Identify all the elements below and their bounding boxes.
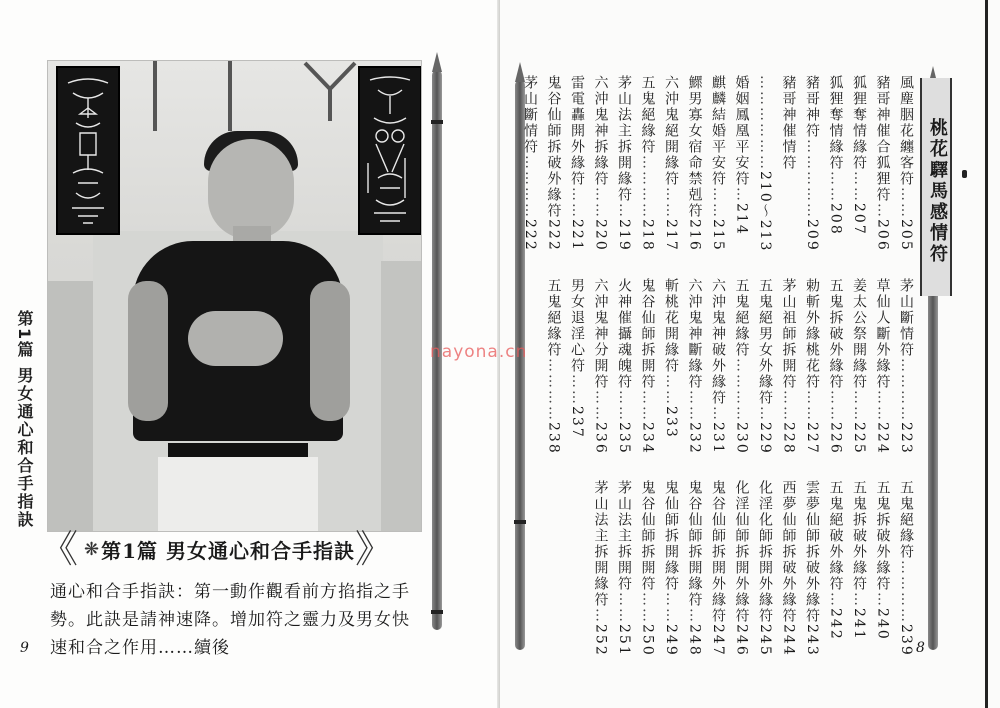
- toc-entry-page: 214: [733, 203, 750, 236]
- toc-entry-title: 鬼谷仙師拆開符: [639, 278, 656, 390]
- toc-entry-page: 236: [592, 422, 609, 455]
- toc-entry-page: 219: [616, 219, 632, 252]
- person-face: [208, 139, 294, 239]
- toc-entry-page: 215: [710, 219, 726, 252]
- toc-entry: [707, 278, 729, 468]
- talisman-right: [358, 66, 422, 235]
- paragraph-line: 勢。此訣是請神速降。增加符之靈力及男女快: [50, 610, 410, 630]
- toc-entry-page: 226: [827, 422, 844, 455]
- toc-entry-page: 244: [780, 624, 797, 657]
- paragraph-line: 通心和合手指訣：第一動作觀看前方掐指之手: [50, 582, 410, 602]
- instruction-paragraph: [50, 578, 445, 662]
- toc-entry-leader: …………: [898, 560, 914, 624]
- toc-entry-title: 六沖鬼絕開緣符: [663, 75, 679, 187]
- toc-entry: [543, 75, 565, 265]
- toc-entry-leader: …………: [545, 358, 562, 422]
- toc-entry: [684, 480, 706, 660]
- talisman-left: [56, 66, 120, 235]
- toc-entry-page: 239: [898, 624, 914, 657]
- toc-entry: [778, 75, 800, 265]
- flower-ornament-icon: ❋: [84, 538, 100, 560]
- toc-entry-leader: ……………: [804, 139, 820, 219]
- toc-entry-page: 222: [522, 219, 538, 252]
- toc-entry-leader: ……: [710, 187, 726, 219]
- toc-entry-title: 狐狸奪情緣符: [851, 75, 867, 171]
- toc-entry-leader: …: [686, 608, 703, 624]
- toc-entry: [684, 278, 706, 468]
- toc-entry: [590, 278, 612, 468]
- toc-entry-title: 茅山法主拆開符: [616, 480, 632, 592]
- toc-entry-leader: ……: [663, 592, 679, 624]
- toc-entry-page: 223: [898, 422, 914, 455]
- toc-entry-leader: ……: [592, 187, 609, 219]
- toc-entry-title: 雷電轟開外緣符: [569, 75, 585, 187]
- page-edge-line: [985, 0, 988, 708]
- toc-entry: [825, 480, 847, 660]
- toc-entry-title: 五鬼絕緣符: [733, 278, 750, 358]
- toc-entry-title: 茅山斷情符: [898, 278, 914, 358]
- toc-entry-page: 237: [569, 406, 585, 439]
- photo-shelf-right: [381, 261, 421, 531]
- toc-entry-leader: …: [592, 608, 609, 624]
- toc-entry-title: 鬼谷仙師拆開外緣符: [710, 480, 726, 624]
- toc-entry-page: 229: [757, 422, 773, 455]
- toc-entry-page: 252: [592, 624, 609, 657]
- toc-entry-title: 鬼谷仙師拆破外緣符: [545, 75, 562, 219]
- person-arm-left: [128, 281, 168, 421]
- person-arm-right: [310, 281, 350, 421]
- toc-entry-title: 茅山法主拆開緣符: [592, 480, 609, 608]
- toc-entry-title: 五鬼絕緣符: [639, 75, 656, 155]
- toc-entry-page: 224: [874, 422, 891, 455]
- toc-entry-page: 248: [686, 624, 703, 657]
- hanging-fork: [300, 61, 360, 121]
- toc-entry-title: 五鬼絕男女外緣符: [757, 278, 773, 406]
- toc-entry-title: 五鬼拆破外緣符: [827, 278, 844, 390]
- toc-entry-leader: ………………: [757, 75, 773, 171]
- toc-entry-leader: ……: [851, 390, 867, 422]
- talisman-right-glyph: [360, 68, 420, 233]
- toc-entry-title: 六沖鬼神斷緣符: [686, 278, 703, 390]
- toc-entry: [590, 75, 612, 265]
- toc-entry-leader: …: [710, 406, 726, 422]
- photo-shelf-left: [48, 281, 93, 531]
- toc-entry-leader: ……: [616, 390, 632, 422]
- hanging-stick: [153, 61, 157, 131]
- toc-entry-page: 238: [545, 422, 562, 455]
- toc-entry: [566, 278, 588, 468]
- toc-entry: [707, 75, 729, 265]
- toc-entry-title: 姜太公祭開緣符: [851, 278, 867, 390]
- toc-entry: [637, 75, 659, 265]
- toc-entry-title: 勅斬外緣桃花符: [804, 278, 820, 390]
- toc-entry-title: 化淫化師拆開外緣符: [757, 480, 773, 624]
- toc-entry-leader: ……: [663, 187, 679, 219]
- toc-entry-leader: …: [757, 406, 773, 422]
- toc-entry-page: 245: [757, 624, 773, 657]
- toc-entry: [731, 480, 753, 660]
- toc-entry-title: 鬼谷仙師拆開符: [639, 480, 656, 592]
- toc-entry-leader: ……: [874, 390, 891, 422]
- banner-right-bracket: 》: [355, 527, 394, 571]
- toc-entry: [778, 278, 800, 468]
- toc-entry-page: 206: [874, 219, 891, 252]
- toc-entry: [660, 278, 682, 468]
- toc-entry-title: 風塵胭花纏客符: [898, 75, 914, 187]
- toc-entry: [660, 480, 682, 660]
- person-pants: [158, 457, 318, 532]
- toc-entry: [801, 75, 823, 265]
- toc-entry-leader: ……: [827, 171, 844, 203]
- toc-entry-leader: …: [827, 592, 844, 608]
- toc-entry: [519, 75, 541, 265]
- toc-entry-leader: ……: [616, 592, 632, 624]
- toc-entry-leader: ……: [898, 187, 914, 219]
- toc-entry-page: 225: [851, 422, 867, 455]
- toc-entry-leader: ……: [827, 390, 844, 422]
- pen-band: [431, 610, 443, 614]
- toc-entry: [895, 480, 917, 660]
- toc-entry-leader: ……: [851, 171, 867, 203]
- toc-entry-page: 218: [639, 219, 656, 252]
- toc-entry-leader: …………: [898, 358, 914, 422]
- toc-entry-page: 222: [545, 219, 562, 252]
- toc-entry-page: 247: [710, 624, 726, 657]
- toc-entry-title: 五鬼拆破外緣符: [874, 480, 891, 592]
- hanging-stick: [228, 61, 232, 131]
- toc-entry-page: 216: [686, 219, 703, 252]
- toc-entry: [613, 278, 635, 468]
- brush-tip-icon: [432, 52, 442, 72]
- toc-entry-leader: …: [874, 592, 891, 608]
- toc-entry: [872, 75, 894, 265]
- toc-entry-page: 228: [780, 422, 797, 455]
- toc-entry-leader: ……: [686, 390, 703, 422]
- page-mark: [962, 170, 967, 178]
- toc-entry-title: 六沖鬼神拆緣符: [592, 75, 609, 187]
- toc-entry-title: 鬼仙師拆開緣符: [663, 480, 679, 592]
- toc-entry-title: 草仙人斷外緣符: [874, 278, 891, 390]
- toc-entry: [566, 75, 588, 265]
- toc-entry: [848, 278, 870, 468]
- toc-entry-title: 五鬼絕緣符: [898, 480, 914, 560]
- toc-entry-page: 208: [827, 203, 844, 236]
- toc-entry-leader: …: [874, 203, 891, 219]
- toc-entry: [731, 278, 753, 468]
- toc-entry-leader: ……: [804, 390, 820, 422]
- pen-band: [514, 520, 526, 524]
- toc-section-title: 桃花驛馬感情符: [920, 78, 952, 296]
- hand-mudra: [188, 311, 283, 366]
- chapter-caption-title: 第1篇 男女通心和合手指訣: [101, 538, 355, 563]
- toc-entry: [872, 480, 894, 660]
- toc-entry-title: 鰥男寡女宿命禁剋符: [686, 75, 703, 219]
- toc-entry-title: 男女退淫心符: [569, 278, 585, 374]
- toc-entry-title: 茅山祖師拆開符: [780, 278, 797, 390]
- toc-entry-title: 西夢仙師拆破外緣符: [780, 480, 797, 624]
- toc-entry-title: 五鬼拆破外緣符: [851, 480, 867, 592]
- toc-entry-title: 麒麟結婚平安符: [710, 75, 726, 187]
- toc-entry: [825, 278, 847, 468]
- practitioner-photo: [47, 60, 422, 532]
- toc-entry-title: 五鬼絕破外緣符: [827, 480, 844, 592]
- toc-entry-leader: …………: [733, 358, 750, 422]
- toc-entry-page: 235: [616, 422, 632, 455]
- toc-entry-page: 243: [804, 624, 820, 657]
- toc-entry-page: 249: [663, 624, 679, 657]
- toc-entry-title: 婚姻鳳凰平安符: [733, 75, 750, 187]
- toc-entry-leader: …: [851, 592, 867, 608]
- toc-entry-title: 六沖鬼神分開符: [592, 278, 609, 390]
- toc-entry: [731, 75, 753, 265]
- toc-entry-title: 六沖鬼神破外緣符: [710, 278, 726, 406]
- toc-entry-page: 227: [804, 422, 820, 455]
- toc-entry-page: 250: [639, 624, 656, 657]
- toc-entry-leader: ……: [639, 390, 656, 422]
- toc-entry: [754, 75, 776, 265]
- toc-entry: [872, 278, 894, 468]
- toc-entry: [825, 75, 847, 265]
- toc-entry: [637, 480, 659, 660]
- toc-entry: [848, 480, 870, 660]
- toc-entry-page: 232: [686, 422, 703, 455]
- toc-entry: [684, 75, 706, 265]
- toc-entry: [707, 480, 729, 660]
- toc-entry-title: 五鬼絕緣符: [545, 278, 562, 358]
- toc-entry: [754, 278, 776, 468]
- toc-entry-title: 豬哥神符: [804, 75, 820, 139]
- toc-entry-title: 雲夢仙師拆破外緣符: [804, 480, 820, 624]
- paragraph-line: 速和合之作用……續後: [50, 638, 230, 658]
- toc-entry: [637, 278, 659, 468]
- toc-entry: [613, 480, 635, 660]
- toc-entry: [848, 75, 870, 265]
- pen-band: [431, 120, 443, 124]
- talisman-left-glyph: [58, 68, 118, 233]
- page-number-left: 9: [20, 640, 29, 656]
- toc-entry-leader: ……: [663, 374, 679, 406]
- toc-entry-title: 鬼谷仙師拆開緣符: [686, 480, 703, 608]
- toc-entry-leader: ……: [569, 187, 585, 219]
- toc-entry-page: 205: [898, 219, 914, 252]
- toc-entry: [754, 480, 776, 660]
- toc-entry: [801, 278, 823, 468]
- toc-entry-page: 221: [569, 219, 585, 252]
- toc-entry-page: 207: [851, 203, 867, 236]
- toc-entry-leader: …: [616, 203, 632, 219]
- page-number-right: 8: [916, 640, 925, 656]
- toc-entry-page: 240: [874, 608, 891, 641]
- toc-entry: [660, 75, 682, 265]
- toc-entry-page: 251: [616, 624, 632, 657]
- toc-entry-page: 233: [663, 406, 679, 439]
- banner-left-bracket: 《: [40, 527, 79, 571]
- toc-entry-leader: ……: [569, 374, 585, 406]
- toc-entry: [613, 75, 635, 265]
- toc-entry-leader: …………: [639, 155, 656, 219]
- toc-entry-page: 231: [710, 422, 726, 455]
- toc-entry: [590, 480, 612, 660]
- toc-entry: [801, 480, 823, 660]
- toc-entry-title: 茅山法主拆開緣符: [616, 75, 632, 203]
- toc-entry-page: 246: [733, 624, 750, 657]
- chapter-caption-banner: [40, 525, 394, 573]
- toc-entry-leader: …: [733, 187, 750, 203]
- toc-entry-leader: ……: [592, 390, 609, 422]
- toc-entry-title: 化淫仙師拆開外緣符: [733, 480, 750, 624]
- toc-entry-title: 狐狸奪情緣符: [827, 75, 844, 171]
- toc-entry-leader: ……: [639, 592, 656, 624]
- chapter-side-label: 第1篇 男女通心和合手指訣: [15, 310, 34, 529]
- toc-entry: [543, 278, 565, 468]
- toc-entry: [895, 75, 917, 265]
- toc-entry-title: 豬哥神催合狐狸符: [874, 75, 891, 203]
- toc-entry: [778, 480, 800, 660]
- toc-entry-page: 217: [663, 219, 679, 252]
- toc-entry: [895, 278, 917, 468]
- toc-entry-leader: …………: [522, 155, 538, 219]
- toc-entry-page: 220: [592, 219, 609, 252]
- watermark: nayona.cn: [430, 342, 528, 362]
- toc-entry-page: 234: [639, 422, 656, 455]
- toc-entry-title: 茅山斷情符: [522, 75, 538, 155]
- toc-entry-page: 209: [804, 219, 820, 252]
- toc-entry-page: 230: [733, 422, 750, 455]
- toc-entry-title: 豬哥神催情符: [780, 75, 797, 171]
- toc-entry-page: 241: [851, 608, 867, 641]
- toc-entry-leader: ……: [780, 390, 797, 422]
- toc-entry-page: 242: [827, 608, 844, 641]
- toc-entry-title: 火神催攝魂魄符: [616, 278, 632, 390]
- toc-entry-page: 210～213: [757, 171, 773, 253]
- toc-entry-title: 斬桃花開緣符: [663, 278, 679, 374]
